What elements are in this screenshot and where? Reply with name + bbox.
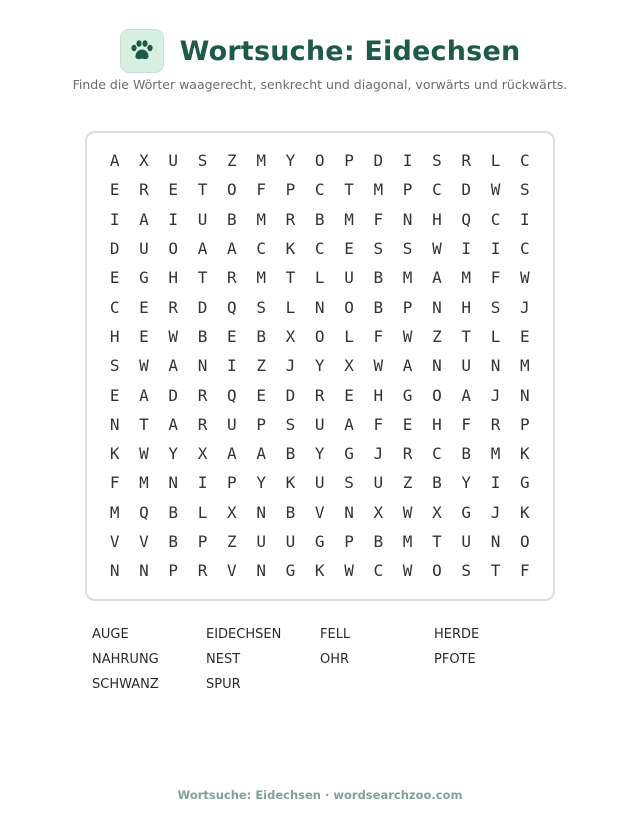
grid-cell: L (344, 326, 354, 346)
grid-cell: E (344, 239, 354, 259)
grid-cell: N (432, 356, 442, 376)
grid-cell: P (168, 561, 179, 581)
grid-cell: N (490, 356, 501, 376)
grid-cell: X (139, 151, 149, 171)
grid-cell: Y (314, 444, 325, 464)
grid-cell: U (168, 151, 179, 171)
grid-cell: N (490, 532, 501, 551)
grid-cell: X (432, 502, 442, 522)
grid-cell: Q (461, 209, 472, 229)
grid-cell: B (373, 268, 384, 288)
grid-cell: X (285, 326, 296, 346)
grid-cell: A (344, 414, 354, 434)
grid-cell: S (490, 297, 501, 317)
grid-cell: Y (314, 356, 325, 376)
grid-cell: H (373, 385, 384, 405)
grid-cell: G (402, 385, 413, 405)
grid-cell: B (285, 444, 296, 464)
grid-cell: S (256, 297, 266, 317)
grid-cell: W (402, 502, 413, 522)
grid-cell: J (373, 444, 384, 464)
grid-cell: I (402, 151, 413, 171)
word-list-item: NEST (206, 652, 241, 667)
grid-cell: I (519, 209, 530, 229)
grid-cell: P (256, 414, 266, 434)
grid-cell: P (285, 180, 296, 200)
grid-cell: K (519, 444, 530, 464)
grid-cell: F (461, 414, 472, 434)
grid-cell: O (168, 239, 179, 259)
grid-cell: O (344, 297, 354, 317)
word-list-item: HERDE (434, 627, 480, 642)
grid-cell: M (256, 209, 266, 229)
letter-grid (100, 146, 539, 585)
grid-cell: P (227, 473, 237, 493)
grid-cell: X (197, 444, 208, 464)
grid-cell: A (402, 356, 413, 376)
word-list-item: PFOTE (434, 652, 476, 667)
grid-cell: V (314, 502, 325, 522)
grid-cell: D (168, 385, 179, 405)
grid-cell: X (227, 502, 237, 522)
grid-cell: M (256, 268, 266, 288)
grid-cell: W (139, 356, 149, 376)
grid-cell: P (402, 297, 413, 317)
grid-cell: R (461, 151, 472, 171)
grid-cell: A (227, 239, 237, 259)
grid-cell: L (197, 502, 208, 522)
grid-cell: K (109, 444, 120, 464)
grid-cell: S (373, 239, 384, 259)
grid-cell: D (197, 297, 208, 317)
logo-badge (120, 29, 164, 73)
grid-cell: G (519, 473, 530, 493)
grid-cell: T (197, 268, 208, 288)
grid-cell: M (490, 444, 501, 464)
grid-cell: Y (285, 151, 296, 171)
grid-cell: B (197, 326, 208, 346)
grid-cell: E (344, 385, 354, 405)
grid-cell: E (402, 414, 413, 434)
grid-cell: M (519, 356, 530, 376)
grid-cell: A (256, 444, 266, 464)
grid-cell: Z (256, 356, 266, 376)
grid-cell: V (109, 532, 120, 551)
grid-cell: O (432, 561, 442, 581)
grid-cell: B (461, 444, 472, 464)
grid-cell: R (227, 268, 237, 288)
grid-cell: W (402, 326, 413, 346)
grid-cell: U (197, 209, 208, 229)
grid-cell: F (256, 180, 266, 200)
grid-cell: L (314, 268, 325, 288)
grid-cell: I (109, 209, 120, 229)
grid-cell: H (168, 268, 179, 288)
grid-cell: E (139, 297, 149, 317)
grid-cell: G (314, 532, 325, 551)
grid-cell: H (432, 414, 442, 434)
grid-cell: J (490, 502, 501, 522)
grid-cell: B (432, 473, 442, 493)
grid-cell: A (109, 151, 120, 171)
grid-cell: T (344, 180, 354, 200)
grid-cell: F (109, 473, 120, 493)
grid-cell: A (139, 209, 149, 229)
grid-cell: S (109, 356, 120, 376)
grid-cell: D (461, 180, 472, 200)
grid-cell: A (461, 385, 472, 405)
grid-cell: L (490, 326, 501, 346)
grid-cell: U (139, 239, 149, 259)
grid-cell: C (432, 180, 442, 200)
grid-cell: O (519, 532, 530, 551)
grid-cell: W (519, 268, 530, 288)
grid-cell: U (314, 414, 325, 434)
grid-cell: W (490, 180, 501, 200)
word-list-item: OHR (320, 652, 350, 667)
grid-cell: C (314, 180, 325, 200)
grid-cell: H (432, 209, 442, 229)
grid-cell: N (344, 502, 354, 522)
paw-icon (129, 39, 155, 63)
grid-cell: C (109, 297, 120, 317)
grid-cell: U (285, 532, 296, 551)
grid-cell: N (197, 356, 208, 376)
grid-cell: I (490, 239, 501, 259)
word-list (92, 624, 552, 699)
grid-cell: J (519, 297, 530, 317)
grid-cell: K (519, 502, 530, 522)
grid-cell: D (285, 385, 296, 405)
grid-cell: J (285, 356, 296, 376)
grid-cell: X (373, 502, 384, 522)
grid-cell: M (402, 532, 413, 551)
grid-cell: I (197, 473, 208, 493)
grid-cell: B (314, 209, 325, 229)
grid-cell: Y (256, 473, 266, 493)
page-title: Wortsuche: Eidechsen (179, 35, 521, 67)
grid-cell: E (109, 180, 120, 200)
grid-cell: K (285, 239, 296, 259)
grid-cell: W (373, 356, 384, 376)
grid-cell: S (285, 414, 296, 434)
grid-cell: N (256, 502, 266, 522)
grid-cell: U (461, 356, 472, 376)
grid-cell: R (168, 297, 179, 317)
grid-cell: B (373, 297, 384, 317)
grid-cell: P (519, 414, 530, 434)
grid-cell: P (344, 532, 354, 551)
grid-cell: N (168, 473, 179, 493)
grid-cell: M (461, 268, 472, 288)
instructions: Finde die Wörter waagerecht, senkrecht und diagonal, vorwärts und rückwärts. (72, 77, 568, 92)
grid-cell: O (227, 180, 237, 200)
grid-cell: G (461, 502, 472, 522)
grid-cell: S (432, 151, 442, 171)
grid-cell: H (461, 297, 472, 317)
word-list-item: SCHWANZ (92, 677, 159, 692)
grid-cell: W (139, 444, 149, 464)
grid-cell: P (344, 151, 354, 171)
grid-cell: E (168, 180, 179, 200)
grid-cell: U (373, 473, 384, 493)
grid-cell: N (432, 297, 442, 317)
grid-cell: S (461, 561, 472, 581)
grid-cell: R (285, 209, 296, 229)
grid-cell: X (344, 356, 354, 376)
word-list-item: FELL (320, 627, 351, 642)
grid-cell: C (432, 444, 442, 464)
grid-cell: A (197, 239, 208, 259)
grid-cell: F (373, 414, 384, 434)
grid-cell: F (373, 209, 384, 229)
grid-cell: B (168, 532, 179, 551)
grid-cell: O (432, 385, 442, 405)
grid-cell: Z (402, 473, 413, 493)
grid-cell: U (256, 532, 266, 551)
grid-cell: Q (227, 297, 237, 317)
grid-cell: A (227, 444, 237, 464)
grid-cell: R (197, 385, 208, 405)
grid-cell: U (344, 268, 354, 288)
grid-cell: Y (461, 473, 472, 493)
grid-cell: G (285, 561, 296, 581)
grid-cell: R (139, 180, 149, 200)
grid-cell: R (490, 414, 501, 434)
grid-cell: I (461, 239, 472, 259)
grid-cell: O (314, 326, 325, 346)
grid-cell: F (519, 561, 530, 581)
grid-cell: E (109, 385, 120, 405)
grid-cell: W (402, 561, 413, 581)
word-list-item: EIDECHSEN (206, 627, 282, 642)
grid-cell: I (168, 209, 179, 229)
grid-cell: G (139, 268, 149, 288)
grid-cell: W (344, 561, 354, 581)
grid-cell: N (109, 561, 120, 581)
grid-cell: D (109, 239, 120, 259)
grid-cell: I (490, 473, 501, 493)
grid-cell: A (168, 414, 179, 434)
footer-credit: Wortsuche: Eidechsen · wordsearchzoo.com (177, 788, 463, 802)
grid-cell: W (168, 326, 179, 346)
grid-cell: Z (227, 532, 237, 551)
grid-cell: R (402, 444, 413, 464)
grid-cell: E (519, 326, 530, 346)
grid-cell: M (256, 151, 266, 171)
grid-cell: C (314, 239, 325, 259)
grid-cell: M (344, 209, 354, 229)
grid-cell: S (519, 180, 530, 200)
grid-cell: U (314, 473, 325, 493)
grid-cell: N (402, 209, 413, 229)
grid-cell: V (139, 532, 149, 551)
grid-cell: A (139, 385, 149, 405)
grid-cell: F (373, 326, 384, 346)
grid-cell: N (139, 561, 149, 581)
grid-cell: E (256, 385, 266, 405)
grid-cell: Q (139, 502, 149, 522)
grid-cell: D (373, 151, 384, 171)
grid-cell: A (168, 356, 179, 376)
grid-cell: R (197, 414, 208, 434)
word-list-item: AUGE (92, 627, 129, 642)
grid-cell: R (197, 561, 208, 581)
grid-cell: M (373, 180, 384, 200)
grid-cell: L (490, 151, 501, 171)
grid-cell: G (344, 444, 354, 464)
grid-cell: Y (168, 444, 179, 464)
grid-cell: A (432, 268, 442, 288)
grid-cell: T (139, 414, 149, 434)
grid-cell: Q (227, 385, 237, 405)
grid-cell: C (519, 151, 530, 171)
grid-cell: P (402, 180, 413, 200)
grid-cell: O (314, 151, 325, 171)
grid-cell: C (519, 239, 530, 259)
grid-cell: S (197, 151, 208, 171)
grid-cell: T (490, 561, 501, 581)
grid-cell: J (490, 385, 501, 405)
grid-cell: M (139, 473, 149, 493)
grid-cell: E (227, 326, 237, 346)
grid-cell: H (109, 326, 120, 346)
grid-cell: N (109, 414, 120, 434)
grid-cell: K (285, 473, 296, 493)
grid-cell: T (461, 326, 472, 346)
grid-cell: U (461, 532, 472, 551)
grid-cell: K (314, 561, 325, 581)
grid-cell: E (139, 326, 149, 346)
grid-cell: N (256, 561, 266, 581)
page-header (0, 28, 640, 74)
grid-cell: N (519, 385, 530, 405)
word-list-item: NAHRUNG (92, 652, 159, 667)
grid-cell: V (227, 561, 237, 581)
grid-cell: L (285, 297, 296, 317)
grid-cell: E (109, 268, 120, 288)
grid-cell: I (227, 356, 237, 376)
grid-cell: S (344, 473, 354, 493)
grid-cell: B (227, 209, 237, 229)
grid-cell: C (256, 239, 266, 259)
grid-cell: M (402, 268, 413, 288)
grid-cell: F (490, 268, 501, 288)
grid-cell: S (402, 239, 413, 259)
grid-cell: P (197, 532, 208, 551)
word-list-item: SPUR (206, 677, 241, 692)
grid-cell: M (109, 502, 120, 522)
grid-cell: T (285, 268, 296, 288)
grid-cell: C (490, 209, 501, 229)
grid-cell: B (256, 326, 266, 346)
grid-cell: B (285, 502, 296, 522)
grid-cell: T (432, 532, 442, 551)
grid-cell: T (197, 180, 208, 200)
grid-cell: C (373, 561, 384, 581)
grid-cell: W (432, 239, 442, 259)
grid-cell: U (227, 414, 237, 434)
grid-cell: B (373, 532, 384, 551)
grid-cell: Z (227, 151, 237, 171)
grid-cell: N (314, 297, 325, 317)
grid-cell: B (168, 502, 179, 522)
grid-cell: Z (432, 326, 442, 346)
grid-cell: R (314, 385, 325, 405)
